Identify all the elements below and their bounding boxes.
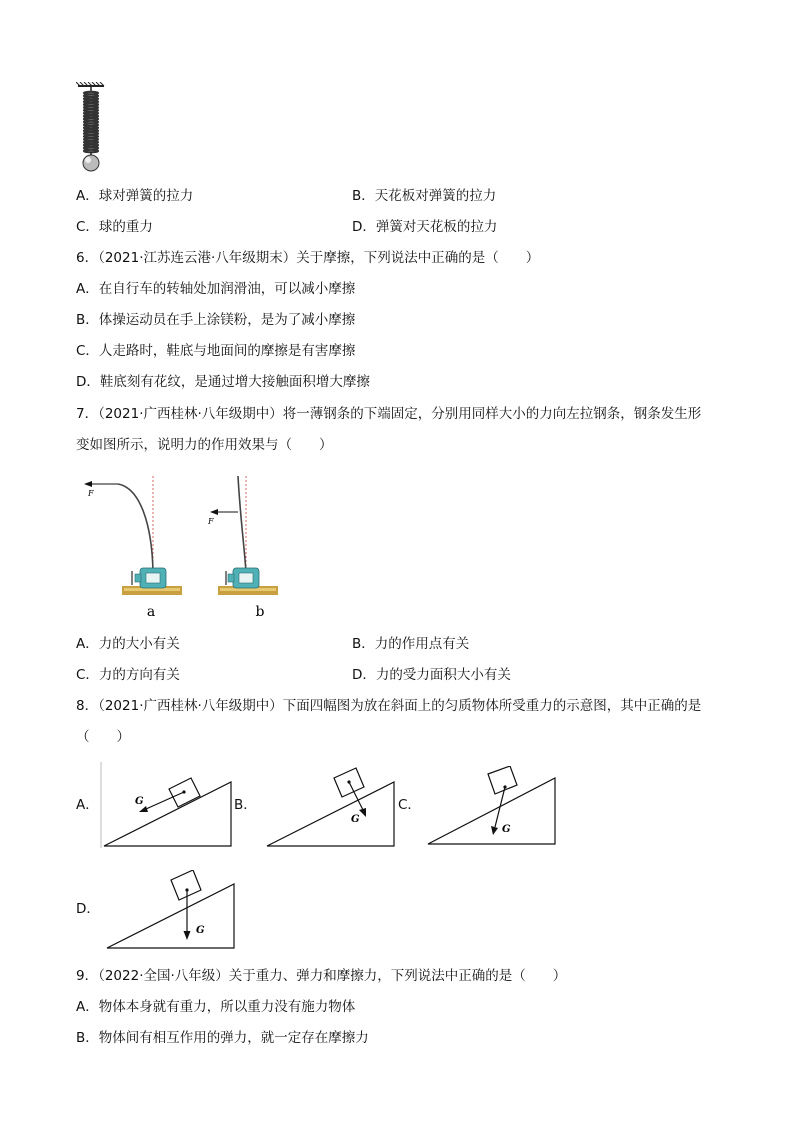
incline-figure-a — [98, 762, 238, 850]
figure-label-a: a — [146, 604, 156, 620]
gravity-label-a: G — [135, 796, 144, 807]
q9-stem: 9．（2022·全国·八年级）关于重力、弹力和摩擦力，下列说法中正确的是（ ） — [76, 968, 567, 984]
q6-option-a: A．在自行车的转轴处加润滑油，可以减小摩擦 — [76, 281, 356, 297]
q7-stem-line1: 7．（2021·广西桂林·八年级期中）将一薄钢条的下端固定，分别用同样大小的力向左拉钢条，钢条发生形 — [76, 406, 702, 422]
incline-figure-d — [104, 870, 240, 952]
q5-option-a: A．球对弹簧的拉力 — [76, 188, 194, 204]
q8-stem-line2: （ ） — [76, 729, 130, 745]
q8-label-b: B． — [234, 797, 257, 813]
gravity-label-c: G — [502, 824, 511, 835]
q6-stem: 6．（2021·江苏连云港·八年级期末）关于摩擦，下列说法中正确的是（ ） — [76, 250, 540, 266]
q6-option-b: B．体操运动员在手上涂镁粉，是为了减小摩擦 — [76, 312, 356, 328]
q5-option-c: C．球的重力 — [76, 219, 153, 235]
force-label-a: F — [88, 489, 94, 498]
q7-option-a: A．力的大小有关 — [76, 636, 180, 652]
force-label-b: F — [208, 517, 214, 526]
q8-label-c: C． — [398, 797, 421, 813]
q5-option-d: D．弹簧对天花板的拉力 — [352, 219, 498, 235]
figure-label-b: b — [255, 604, 265, 620]
q8-label-d: D． — [76, 901, 100, 917]
gravity-label-d: G — [196, 925, 205, 936]
q7-option-b: B．力的作用点有关 — [352, 636, 470, 652]
spring-ball-figure — [76, 82, 108, 174]
q6-option-c: C．人走路时，鞋底与地面间的摩擦是有害摩擦 — [76, 343, 356, 359]
incline-figure-b — [264, 766, 400, 850]
q6-option-d: D．鞋底刻有花纹，是通过增大接触面积增大摩擦 — [76, 374, 370, 390]
q8-label-a: A． — [76, 797, 99, 813]
q9-option-b: B．物体间有相互作用的弹力，就一定存在摩擦力 — [76, 1030, 369, 1046]
q7-option-c: C．力的方向有关 — [76, 667, 180, 683]
steel-strip-figure — [80, 474, 290, 624]
q7-stem-line2: 变如图所示，说明力的作用效果与（ ） — [76, 437, 333, 453]
incline-figure-c — [425, 766, 561, 850]
q7-option-d: D．力的受力面积大小有关 — [352, 667, 511, 683]
q9-option-a: A．物体本身就有重力，所以重力没有施力物体 — [76, 999, 356, 1015]
q8-stem-line1: 8．（2021·广西桂林·八年级期中）下面四幅图为放在斜面上的匀质物体所受重力的示意图，其中正确的是 — [76, 698, 702, 714]
gravity-label-b: G — [351, 814, 360, 825]
spring-coil — [84, 150, 98, 152]
q5-option-b: B．天花板对弹簧的拉力 — [352, 188, 497, 204]
